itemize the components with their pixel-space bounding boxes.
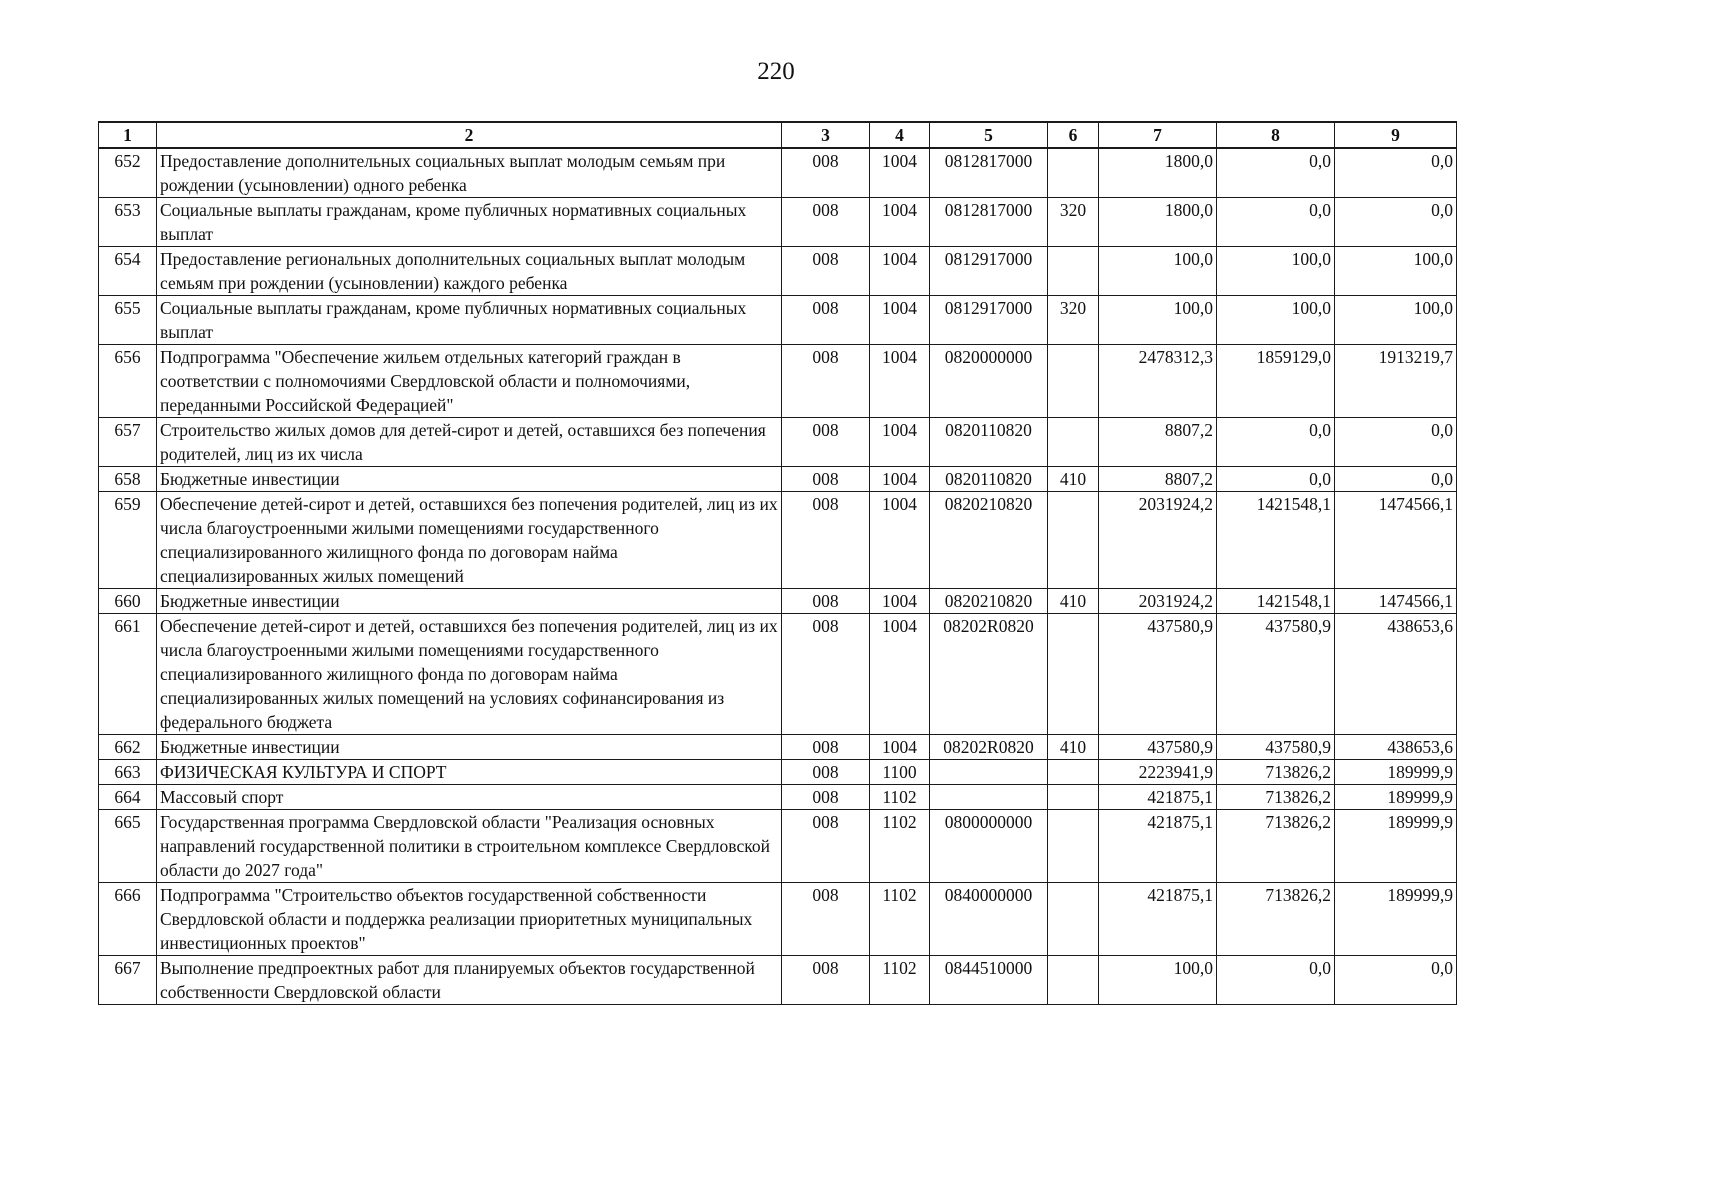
section-code-cell: 1004 bbox=[870, 492, 930, 589]
ministry-code-cell: 008 bbox=[782, 785, 870, 810]
section-code-cell: 1004 bbox=[870, 296, 930, 345]
row-number-cell: 666 bbox=[99, 883, 157, 956]
table-row bbox=[99, 198, 1457, 247]
table-row bbox=[99, 735, 1457, 760]
table-row bbox=[99, 467, 1457, 492]
amount-col8-cell: 0,0 bbox=[1217, 956, 1335, 1005]
expense-type-cell bbox=[1048, 614, 1099, 735]
amount-col9-cell: 189999,9 bbox=[1335, 760, 1457, 785]
item-name-cell: Бюджетные инвестиции bbox=[157, 735, 782, 760]
expense-type-cell bbox=[1048, 492, 1099, 589]
amount-col7-cell: 421875,1 bbox=[1099, 883, 1217, 956]
item-name-cell: Социальные выплаты гражданам, кроме публичных нормативных социальных выплат bbox=[157, 198, 782, 247]
expense-type-cell: 320 bbox=[1048, 296, 1099, 345]
row-number-cell: 664 bbox=[99, 785, 157, 810]
item-name-cell: Социальные выплаты гражданам, кроме публичных нормативных социальных выплат bbox=[157, 296, 782, 345]
row-number-cell: 656 bbox=[99, 345, 157, 418]
column-header: 6 bbox=[1048, 122, 1099, 148]
item-name-cell: Подпрограмма "Строительство объектов государственной собственности Свердловской области и поддержка реализации приоритетных муниципальных инвестиционных проектов" bbox=[157, 883, 782, 956]
amount-col8-cell: 0,0 bbox=[1217, 198, 1335, 247]
row-number-cell: 655 bbox=[99, 296, 157, 345]
amount-col7-cell: 437580,9 bbox=[1099, 735, 1217, 760]
amount-col9-cell: 1474566,1 bbox=[1335, 492, 1457, 589]
amount-col8-cell: 713826,2 bbox=[1217, 810, 1335, 883]
section-code-cell: 1100 bbox=[870, 760, 930, 785]
amount-col8-cell: 0,0 bbox=[1217, 418, 1335, 467]
target-code-cell: 0840000000 bbox=[930, 883, 1048, 956]
amount-col9-cell: 189999,9 bbox=[1335, 785, 1457, 810]
target-code-cell: 08202R0820 bbox=[930, 614, 1048, 735]
target-code-cell: 0820000000 bbox=[930, 345, 1048, 418]
amount-col8-cell: 437580,9 bbox=[1217, 735, 1335, 760]
column-header: 1 bbox=[99, 122, 157, 148]
section-code-cell: 1004 bbox=[870, 198, 930, 247]
ministry-code-cell: 008 bbox=[782, 810, 870, 883]
item-name-cell: Предоставление региональных дополнительных социальных выплат молодым семьям при рождении (усыновлении) каждого ребенка bbox=[157, 247, 782, 296]
table-row bbox=[99, 345, 1457, 418]
table-row bbox=[99, 883, 1457, 956]
ministry-code-cell: 008 bbox=[782, 614, 870, 735]
section-code-cell: 1004 bbox=[870, 247, 930, 296]
table-row bbox=[99, 247, 1457, 296]
ministry-code-cell: 008 bbox=[782, 760, 870, 785]
target-code-cell: 0820210820 bbox=[930, 589, 1048, 614]
column-header: 4 bbox=[870, 122, 930, 148]
section-code-cell: 1102 bbox=[870, 785, 930, 810]
amount-col9-cell: 0,0 bbox=[1335, 418, 1457, 467]
section-code-cell: 1102 bbox=[870, 883, 930, 956]
amount-col9-cell: 438653,6 bbox=[1335, 614, 1457, 735]
amount-col7-cell: 437580,9 bbox=[1099, 614, 1217, 735]
ministry-code-cell: 008 bbox=[782, 198, 870, 247]
amount-col9-cell: 100,0 bbox=[1335, 296, 1457, 345]
target-code-cell: 0820210820 bbox=[930, 492, 1048, 589]
expense-type-cell: 320 bbox=[1048, 198, 1099, 247]
section-code-cell: 1102 bbox=[870, 810, 930, 883]
amount-col9-cell: 1913219,7 bbox=[1335, 345, 1457, 418]
target-code-cell: 0812917000 bbox=[930, 247, 1048, 296]
expense-type-cell bbox=[1048, 148, 1099, 198]
expense-type-cell: 410 bbox=[1048, 735, 1099, 760]
row-number-cell: 653 bbox=[99, 198, 157, 247]
amount-col8-cell: 0,0 bbox=[1217, 467, 1335, 492]
target-code-cell: 0812817000 bbox=[930, 148, 1048, 198]
amount-col8-cell: 1859129,0 bbox=[1217, 345, 1335, 418]
section-code-cell: 1004 bbox=[870, 345, 930, 418]
amount-col7-cell: 1800,0 bbox=[1099, 198, 1217, 247]
expense-type-cell bbox=[1048, 956, 1099, 1005]
table-row bbox=[99, 785, 1457, 810]
table-row bbox=[99, 148, 1457, 198]
amount-col9-cell: 0,0 bbox=[1335, 956, 1457, 1005]
amount-col8-cell: 1421548,1 bbox=[1217, 492, 1335, 589]
section-code-cell: 1004 bbox=[870, 614, 930, 735]
amount-col7-cell: 2478312,3 bbox=[1099, 345, 1217, 418]
ministry-code-cell: 008 bbox=[782, 467, 870, 492]
row-number-cell: 660 bbox=[99, 589, 157, 614]
column-header: 2 bbox=[157, 122, 782, 148]
column-header: 7 bbox=[1099, 122, 1217, 148]
amount-col8-cell: 713826,2 bbox=[1217, 785, 1335, 810]
item-name-cell: Предоставление дополнительных социальных выплат молодым семьям при рождении (усыновлении) одного ребенка bbox=[157, 148, 782, 198]
ministry-code-cell: 008 bbox=[782, 247, 870, 296]
expense-type-cell: 410 bbox=[1048, 589, 1099, 614]
expense-type-cell bbox=[1048, 883, 1099, 956]
amount-col7-cell: 2031924,2 bbox=[1099, 492, 1217, 589]
page-number: 220 bbox=[757, 58, 795, 85]
amount-col7-cell: 421875,1 bbox=[1099, 810, 1217, 883]
amount-col8-cell: 0,0 bbox=[1217, 148, 1335, 198]
row-number-cell: 665 bbox=[99, 810, 157, 883]
ministry-code-cell: 008 bbox=[782, 148, 870, 198]
table-row bbox=[99, 810, 1457, 883]
table-row bbox=[99, 956, 1457, 1005]
amount-col9-cell: 0,0 bbox=[1335, 148, 1457, 198]
amount-col8-cell: 100,0 bbox=[1217, 247, 1335, 296]
amount-col8-cell: 437580,9 bbox=[1217, 614, 1335, 735]
expense-type-cell: 410 bbox=[1048, 467, 1099, 492]
target-code-cell: 0844510000 bbox=[930, 956, 1048, 1005]
item-name-cell: Строительство жилых домов для детей-сирот и детей, оставшихся без попечения родителей, лиц из их числа bbox=[157, 418, 782, 467]
column-header: 3 bbox=[782, 122, 870, 148]
expense-type-cell bbox=[1048, 418, 1099, 467]
ministry-code-cell: 008 bbox=[782, 296, 870, 345]
amount-col8-cell: 713826,2 bbox=[1217, 883, 1335, 956]
item-name-cell: Бюджетные инвестиции bbox=[157, 467, 782, 492]
target-code-cell: 0820110820 bbox=[930, 418, 1048, 467]
amount-col9-cell: 0,0 bbox=[1335, 467, 1457, 492]
item-name-cell: Выполнение предпроектных работ для планируемых объектов государственной собственности Свердловской области bbox=[157, 956, 782, 1005]
section-code-cell: 1004 bbox=[870, 148, 930, 198]
target-code-cell: 0820110820 bbox=[930, 467, 1048, 492]
ministry-code-cell: 008 bbox=[782, 883, 870, 956]
ministry-code-cell: 008 bbox=[782, 345, 870, 418]
target-code-cell: 08202R0820 bbox=[930, 735, 1048, 760]
amount-col7-cell: 8807,2 bbox=[1099, 467, 1217, 492]
row-number-cell: 659 bbox=[99, 492, 157, 589]
amount-col9-cell: 1474566,1 bbox=[1335, 589, 1457, 614]
expense-type-cell bbox=[1048, 785, 1099, 810]
amount-col9-cell: 189999,9 bbox=[1335, 810, 1457, 883]
row-number-cell: 652 bbox=[99, 148, 157, 198]
section-code-cell: 1004 bbox=[870, 467, 930, 492]
row-number-cell: 662 bbox=[99, 735, 157, 760]
item-name-cell: Подпрограмма "Обеспечение жильем отдельных категорий граждан в соответствии с полномочиями Свердловской области и полномочиями, переданными Российской Федерацией" bbox=[157, 345, 782, 418]
item-name-cell: Бюджетные инвестиции bbox=[157, 589, 782, 614]
amount-col7-cell: 100,0 bbox=[1099, 956, 1217, 1005]
column-header: 5 bbox=[930, 122, 1048, 148]
amount-col7-cell: 1800,0 bbox=[1099, 148, 1217, 198]
amount-col7-cell: 421875,1 bbox=[1099, 785, 1217, 810]
row-number-cell: 663 bbox=[99, 760, 157, 785]
ministry-code-cell: 008 bbox=[782, 589, 870, 614]
amount-col9-cell: 100,0 bbox=[1335, 247, 1457, 296]
header-row bbox=[99, 122, 1457, 148]
table-row bbox=[99, 492, 1457, 589]
section-code-cell: 1004 bbox=[870, 589, 930, 614]
ministry-code-cell: 008 bbox=[782, 735, 870, 760]
column-header: 8 bbox=[1217, 122, 1335, 148]
row-number-cell: 658 bbox=[99, 467, 157, 492]
row-number-cell: 654 bbox=[99, 247, 157, 296]
ministry-code-cell: 008 bbox=[782, 956, 870, 1005]
target-code-cell bbox=[930, 785, 1048, 810]
budget-table bbox=[98, 121, 1457, 1005]
section-code-cell: 1004 bbox=[870, 735, 930, 760]
row-number-cell: 661 bbox=[99, 614, 157, 735]
amount-col7-cell: 2223941,9 bbox=[1099, 760, 1217, 785]
amount-col9-cell: 0,0 bbox=[1335, 198, 1457, 247]
item-name-cell: Массовый спорт bbox=[157, 785, 782, 810]
expense-type-cell bbox=[1048, 345, 1099, 418]
amount-col9-cell: 438653,6 bbox=[1335, 735, 1457, 760]
item-name-cell: Государственная программа Свердловской области "Реализация основных направлений государственной политики в строительном комплексе Свердловской области до 2027 года" bbox=[157, 810, 782, 883]
amount-col7-cell: 100,0 bbox=[1099, 296, 1217, 345]
amount-col8-cell: 100,0 bbox=[1217, 296, 1335, 345]
ministry-code-cell: 008 bbox=[782, 492, 870, 589]
table-body bbox=[99, 148, 1457, 1005]
section-code-cell: 1004 bbox=[870, 418, 930, 467]
section-code-cell: 1102 bbox=[870, 956, 930, 1005]
item-name-cell: ФИЗИЧЕСКАЯ КУЛЬТУРА И СПОРТ bbox=[157, 760, 782, 785]
amount-col8-cell: 713826,2 bbox=[1217, 760, 1335, 785]
table-header bbox=[99, 122, 1457, 148]
ministry-code-cell: 008 bbox=[782, 418, 870, 467]
amount-col9-cell: 189999,9 bbox=[1335, 883, 1457, 956]
amount-col7-cell: 8807,2 bbox=[1099, 418, 1217, 467]
row-number-cell: 657 bbox=[99, 418, 157, 467]
expense-type-cell bbox=[1048, 247, 1099, 296]
target-code-cell bbox=[930, 760, 1048, 785]
target-code-cell: 0812917000 bbox=[930, 296, 1048, 345]
table-row bbox=[99, 760, 1457, 785]
table-row bbox=[99, 296, 1457, 345]
column-header: 9 bbox=[1335, 122, 1457, 148]
item-name-cell: Обеспечение детей-сирот и детей, оставшихся без попечения родителей, лиц из их числа благоустроенными жилыми помещениями государственного специализированного жилищного фонда по договорам найма специализированных жилых помещений bbox=[157, 492, 782, 589]
table-row bbox=[99, 614, 1457, 735]
target-code-cell: 0812817000 bbox=[930, 198, 1048, 247]
amount-col7-cell: 2031924,2 bbox=[1099, 589, 1217, 614]
table-row bbox=[99, 589, 1457, 614]
expense-type-cell bbox=[1048, 760, 1099, 785]
target-code-cell: 0800000000 bbox=[930, 810, 1048, 883]
expense-type-cell bbox=[1048, 810, 1099, 883]
table-row bbox=[99, 418, 1457, 467]
item-name-cell: Обеспечение детей-сирот и детей, оставшихся без попечения родителей, лиц из их числа благоустроенными жилыми помещениями государственного специализированного жилищного фонда по договорам найма специализированных жилых помещений на условиях софинансирования из федерального бюджета bbox=[157, 614, 782, 735]
amount-col7-cell: 100,0 bbox=[1099, 247, 1217, 296]
row-number-cell: 667 bbox=[99, 956, 157, 1005]
amount-col8-cell: 1421548,1 bbox=[1217, 589, 1335, 614]
